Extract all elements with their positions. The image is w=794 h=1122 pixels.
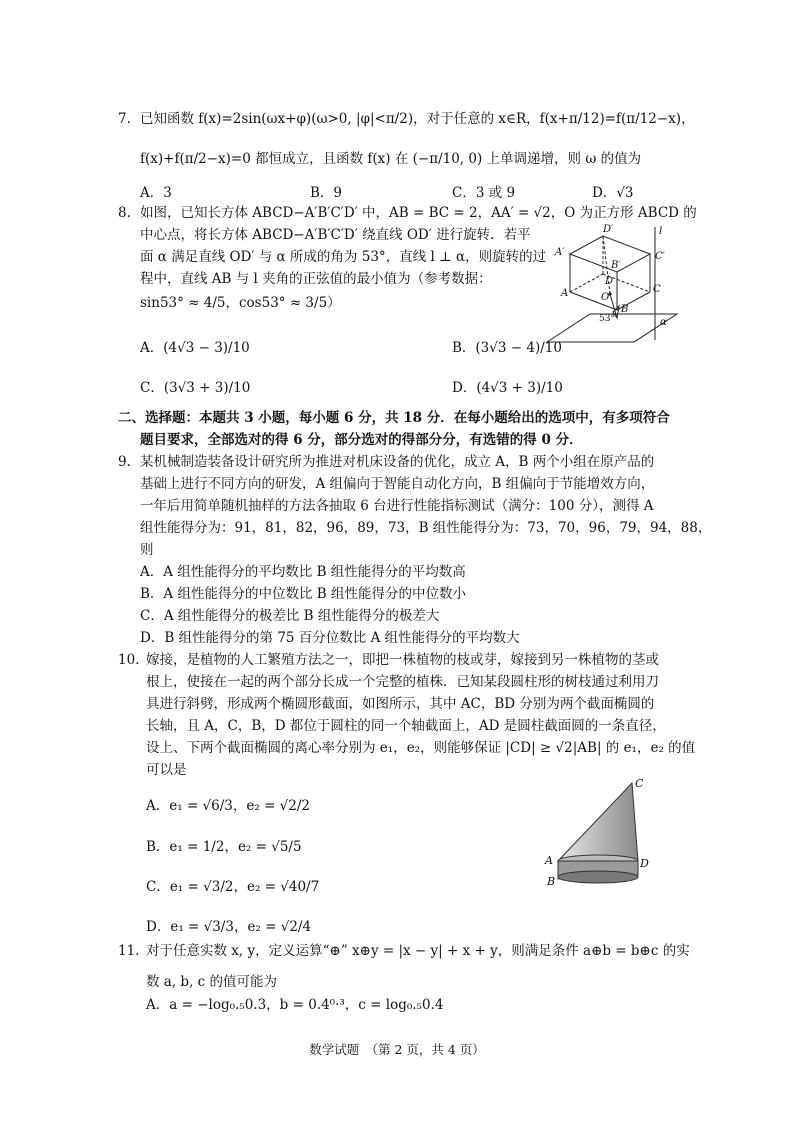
- q8-line-4: 程中，直线 AB 与 l 夹角的正弦值的最小值为（参考数据：: [140, 271, 492, 287]
- label-Dp: D′: [603, 224, 614, 235]
- q10-line-3: 具进行斜劈，形成两个椭圆形截面，如图所示，其中 AC，BD 分别为两个截面椭圆的: [146, 696, 655, 712]
- q10-number: 10.: [118, 652, 140, 668]
- q11-line-1: 对于任意实数 x, y，定义运算“⊕” x⊕y = |x − y| + x + y，则满足条件 a⊕b = b⊕c 的实: [146, 943, 690, 959]
- q9-option-a: A．A 组性能得分的平均数比 B 组性能得分的平均数高: [140, 564, 466, 580]
- q7-line-2: f(x)+f(π/2−x)=0 都恒成立，且函数 f(x) 在 (−π/10, 0) 上单调递增，则 ω 的值为: [140, 151, 642, 167]
- q8-option-c: C．(3√3 + 3)/10: [140, 380, 251, 396]
- q10-option-a: A．e₁ = √6/3，e₂ = √2/2: [146, 798, 310, 814]
- label-Cp: C′: [655, 251, 665, 262]
- q11-option-a: A．a = −log₀.₅0.3，b = 0.4⁰·³，c = log₀.₅0.4: [146, 997, 444, 1013]
- label-l: l: [659, 226, 663, 237]
- q10-graft-figure: [540, 775, 665, 900]
- q10-line-5: 设上、下两个截面椭圆的离心率分别为 e₁，e₂，则能够保证 |CD| ≥ √2|AB| 的 e₁，e₂ 的值: [146, 740, 696, 756]
- q9-line-1: 某机械制造装备设计研究所为推进对机床设备的优化，成立 A，B 两个小组在原产品的: [140, 454, 655, 470]
- q7-option-d: D．√3: [592, 185, 634, 201]
- label-Ap: A′: [555, 247, 565, 258]
- label-A: A: [545, 854, 553, 867]
- q7-line-1: 已知函数 f(x)=2sin(ωx+φ)(ω>0, |φ|<π/2)，对于任意的 x∈R，f(x+π/12)=f(π/12−x)，: [140, 111, 695, 127]
- label-alpha: α: [660, 317, 667, 328]
- q8-line-2: 中心点，将长方体 ABCD−A′B′C′D′ 绕直线 OD′ 进行旋转．若平: [140, 227, 531, 243]
- label-D: D: [605, 276, 614, 287]
- q8-line-1: 如图，已知长方体 ABCD−A′B′C′D′ 中，AB = BC = 2，AA′ = √2，O 为正方形 ABCD 的: [140, 205, 697, 221]
- q10-line-1: 嫁接，是植物的人工繁殖方法之一，即把一株植物的枝或芽，嫁接到另一株植物的茎或: [146, 652, 659, 668]
- label-C: C: [653, 284, 661, 295]
- q9-option-c: C．A 组性能得分的极差比 B 组性能得分的极差大: [140, 608, 440, 624]
- q8-number: 8.: [118, 205, 131, 221]
- q7-option-c: C．3 或 9: [452, 185, 516, 201]
- label-Bp: B′: [611, 260, 621, 271]
- q9-line-5: 则: [140, 542, 154, 558]
- q8-option-d: D．(4√3 + 3)/10: [452, 380, 563, 396]
- prism-top-face: [570, 236, 650, 272]
- q8-line-3: 面 α 满足直线 OD′ 与 α 所成的角为 53°，直线 l ⊥ α，则旋转的过: [140, 249, 547, 265]
- q8-line-5: sin53° ≈ 4/5，cos53° ≈ 3/5）: [140, 295, 341, 311]
- q11-line-2: 数 a, b, c 的值可能为: [146, 974, 277, 990]
- q7-option-b: B．9: [310, 185, 343, 201]
- q8-option-b: B．(3√3 − 4)/10: [452, 340, 562, 356]
- page-footer: 数学试题 （第 2 页，共 4 页）: [309, 1042, 485, 1057]
- q10-option-b: B．e₁ = 1/2，e₂ = √5/5: [146, 839, 302, 855]
- label-B: B: [547, 875, 556, 888]
- q10-line-4: 长轴，且 A，C，B，D 都位于圆柱的同一个轴截面上，AD 是圆柱截面圆的一条直径，: [146, 718, 666, 734]
- q11-number: 11.: [118, 943, 140, 959]
- label-A: A: [561, 288, 569, 299]
- q7-option-a: A．3: [140, 185, 172, 201]
- q10-line-6: 可以是: [146, 762, 187, 778]
- q10-option-c: C．e₁ = √3/2，e₂ = √40/7: [146, 879, 320, 895]
- q8-option-a: A．(4√3 − 3)/10: [140, 340, 250, 356]
- label-B: B: [621, 304, 629, 315]
- q9-line-2: 基础上进行不同方向的研发，A 组偏向于智能自动化方向，B 组偏向于节能增效方向，: [140, 476, 655, 492]
- q9-option-d: D．B 组性能得分的第 75 百分位数比 A 组性能得分的平均数大: [140, 630, 520, 646]
- q9-number: 9.: [118, 454, 131, 470]
- q9-line-4: 组性能得分为：91，81，82，96，89，73，B 组性能得分为：73，70，96，79，94，88，: [140, 520, 712, 536]
- section2-heading-2: 题目要求，全部选对的得 6 分，部分选对的得部分分，有选错的得 0 分．: [140, 432, 583, 448]
- q9-option-b: B．A 组性能得分的中位数比 B 组性能得分的中位数小: [140, 586, 466, 602]
- q10-option-d: D．e₁ = √3/3，e₂ = √2/4: [146, 919, 312, 935]
- label-D: D: [640, 857, 649, 870]
- label-C: C: [635, 777, 644, 790]
- label-53deg: 53°: [599, 314, 615, 324]
- section2-heading-1: 二、选择题：本题共 3 小题，每小题 6 分，共 18 分．在每小题给出的选项中，有多项符合: [118, 410, 670, 426]
- label-O: O: [601, 292, 610, 303]
- q7-number: 7.: [118, 111, 131, 127]
- q8-prism-figure: [545, 222, 680, 347]
- q9-line-3: 一年后用简单随机抽样的方法各抽取 6 台进行性能指标测试（满分：100 分），测得 A: [140, 498, 654, 514]
- q10-line-2: 根上，使接在一起的两个部分长成一个完整的植株．已知某段圆柱形的树枝通过利用刀: [146, 674, 659, 690]
